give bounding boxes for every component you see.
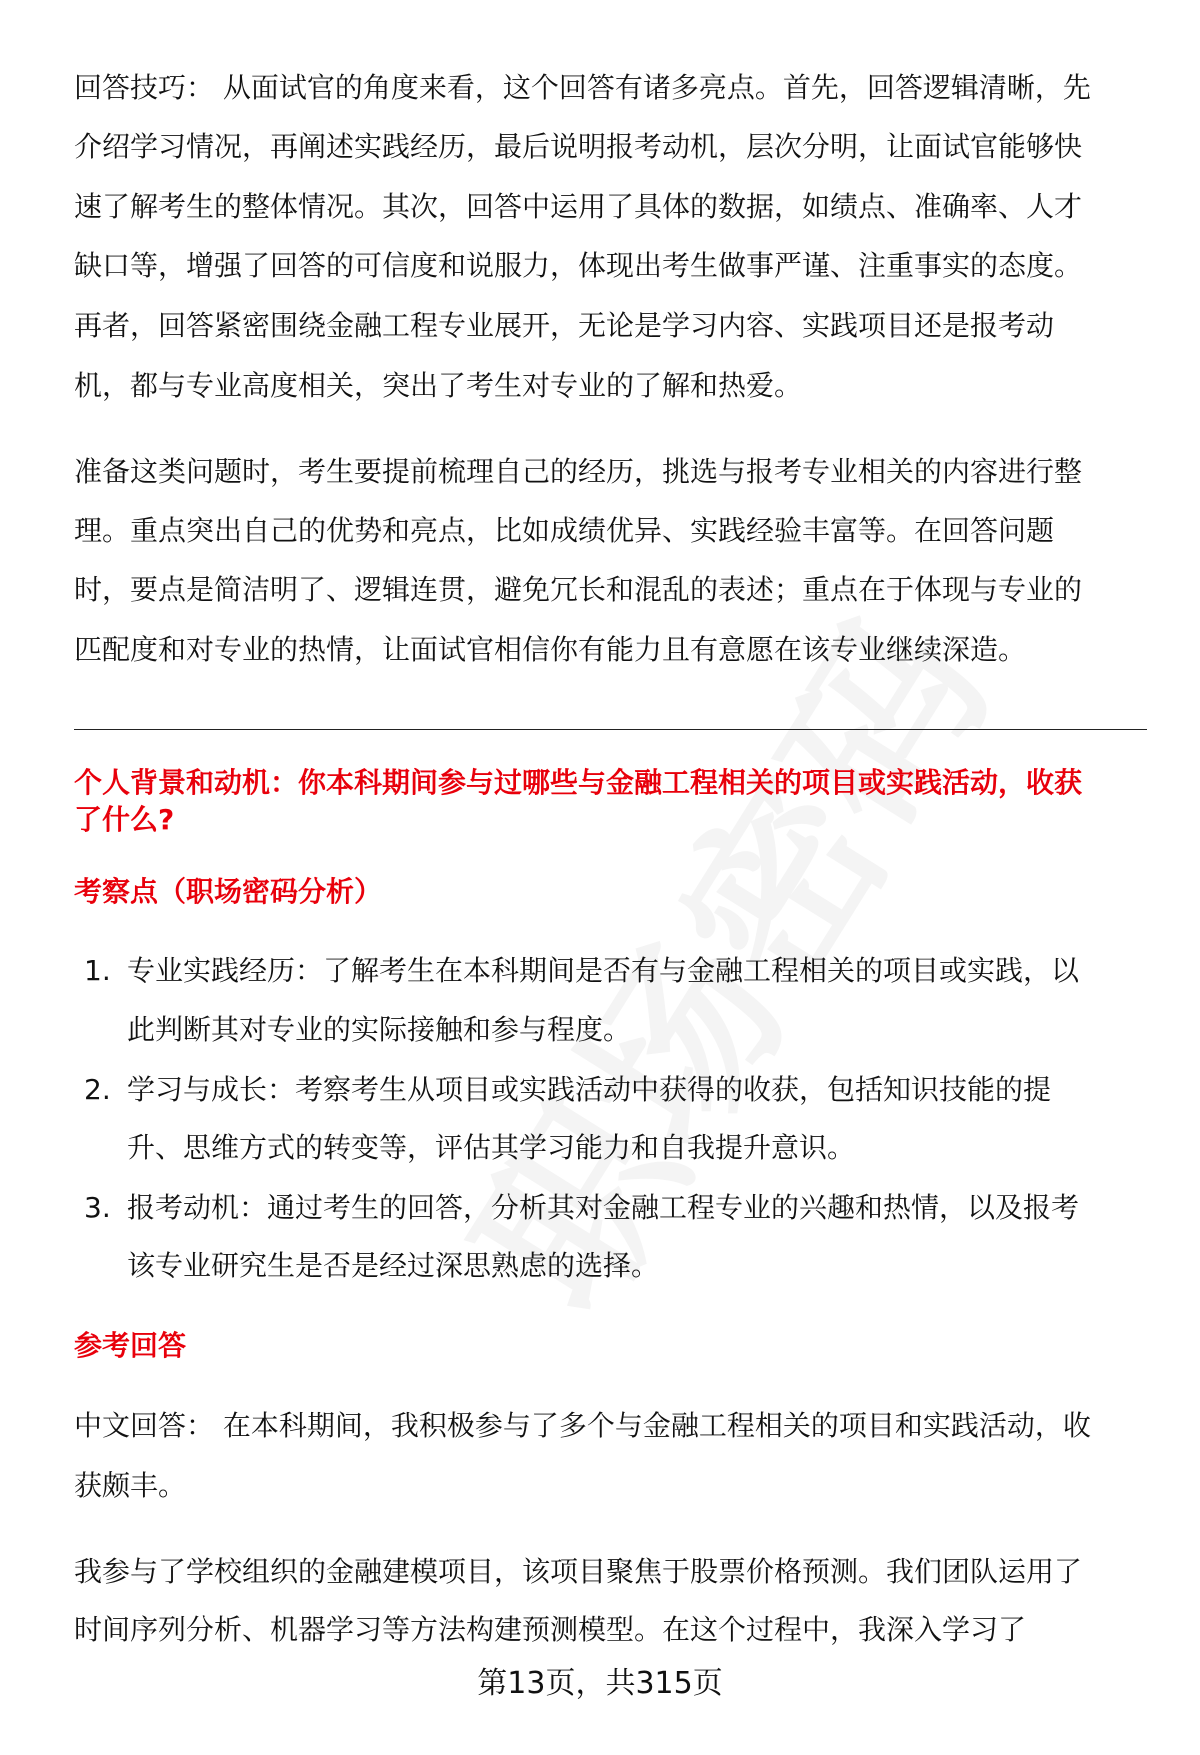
paragraph-line: 再者，回答紧密围绕金融工程专业展开，无论是学习内容、实践项目还是报考动 [74, 309, 1055, 342]
question-heading: 了什么? [74, 803, 175, 836]
section-divider [74, 729, 1147, 730]
list-item: 专业实践经历：了解考生在本科期间是否有与金融工程相关的项目或实践，以 [127, 954, 1080, 987]
paragraph-line: 我参与了学校组织的金融建模项目，该项目聚焦于股票价格预测。我们团队运用了 [74, 1555, 1083, 1588]
paragraph-line: 介绍学习情况，再阐述实践经历，最后说明报考动机，层次分明，让面试官能够快 [74, 130, 1083, 163]
paragraph-line: 获颇丰。 [74, 1469, 187, 1502]
paragraph-line: 时间序列分析、机器学习等方法构建预测模型。在这个过程中，我深入学习了 [74, 1613, 1027, 1646]
paragraph-line: 时，要点是简洁明了、逻辑连贯，避免冗长和混乱的表述；重点在于体现与专业的 [74, 573, 1083, 606]
paragraph-line: 回答技巧： 从面试官的角度来看，这个回答有诸多亮点。首先，回答逻辑清晰，先 [74, 71, 1091, 104]
page-number: 第13页，共315页 [477, 1666, 723, 1701]
paragraph-line: 匹配度和对专业的热情，让面试官相信你有能力且有意愿在该专业继续深造。 [74, 633, 1027, 666]
answer-heading: 参考回答 [74, 1329, 187, 1362]
paragraph-line: 中文回答： 在本科期间，我积极参与了多个与金融工程相关的项目和实践活动，收 [74, 1409, 1091, 1442]
paragraph-line: 缺口等，增强了回答的可信度和说服力，体现出考生做事严谨、注重事实的态度。 [74, 249, 1083, 282]
question-heading: 个人背景和动机：你本科期间参与过哪些与金融工程相关的项目或实践活动，收获 [74, 766, 1083, 799]
list-number: 1. [84, 954, 111, 987]
paragraph-line: 速了解考生的整体情况。其次，回答中运用了具体的数据，如绩点、准确率、人才 [74, 190, 1083, 223]
list-item: 报考动机：通过考生的回答，分析其对金融工程专业的兴趣和热情，以及报考 [127, 1191, 1080, 1224]
points-heading: 考察点（职场密码分析） [74, 875, 383, 908]
paragraph-line: 理。重点突出自己的优势和亮点，比如成绩优异、实践经验丰富等。在回答问题 [74, 514, 1055, 547]
list-number: 2. [84, 1073, 111, 1106]
paragraph-line: 机，都与专业高度相关，突出了考生对专业的了解和热爱。 [74, 369, 803, 402]
list-item: 此判断其对专业的实际接触和参与程度。 [127, 1013, 632, 1046]
paragraph-line: 准备这类问题时，考生要提前梳理自己的经历，挑选与报考专业相关的内容进行整 [74, 455, 1083, 488]
list-item: 升、思维方式的转变等，评估其学习能力和自我提升意识。 [127, 1131, 856, 1164]
list-item: 学习与成长：考察考生从项目或实践活动中获得的收获，包括知识技能的提 [127, 1073, 1052, 1106]
list-number: 3. [84, 1191, 111, 1224]
list-item: 该专业研究生是否是经过深思熟虑的选择。 [127, 1249, 660, 1282]
